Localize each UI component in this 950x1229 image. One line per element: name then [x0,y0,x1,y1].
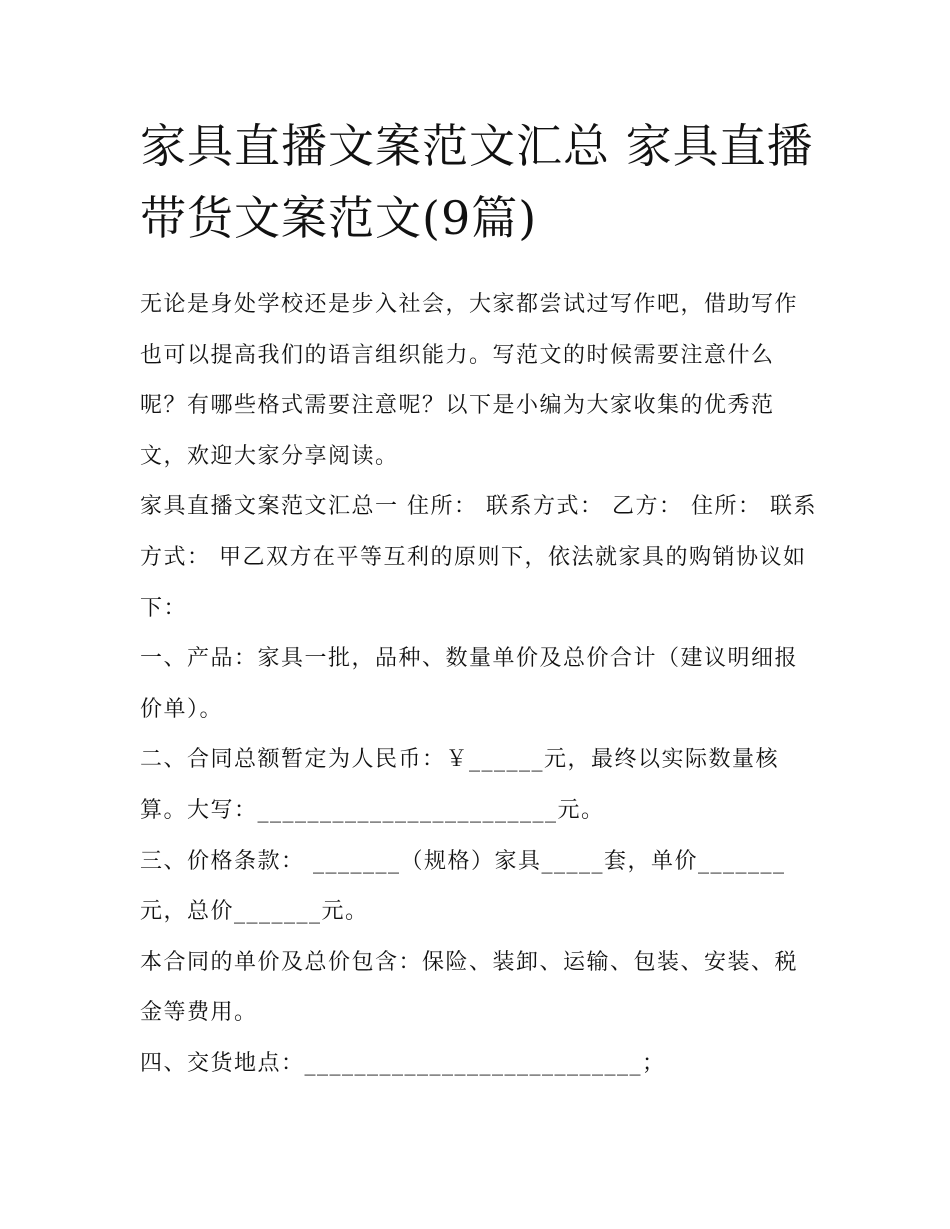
parties-paragraph: 家具直播文案范文汇总一 住所： 联系方式： 乙方： 住所： 联系方式： 甲乙双方在平等互利的原则下，依法就家具的购销协议如下： [140,494,817,621]
intro-paragraph: 无论是身处学校还是步入社会，大家都尝试过写作吧，借助写作也可以提高我们的语言组织能力。写范文的时候需要注意什么呢？有哪些格式需要注意呢？以下是小编为大家收集的优秀范文，欢迎大家分享阅读。 [140,292,799,469]
document-page [140,110,820,1090]
price-inclusion-paragraph: 本合同的单价及总价包含：保险、装卸、运输、包装、安装、税金等费用。 [140,949,799,1026]
document-title: 家具直播文案范文汇总 家具直播带货文案范文(9篇) [140,119,814,245]
clause-delivery-location: 四、交货地点：___________________________； [140,1050,666,1076]
document-body [140,280,820,1090]
clause-product: 一、产品：家具一批，品种、数量单价及总价合计（建议明细报价单）。 [140,646,799,722]
clause-contract-amount: 二、合同总额暂定为人民币：￥______元，最终以实际数量核算。大写：________________________元。 [140,747,780,823]
clause-price-terms: 三、价格条款： _______（规格）家具_____套，单价_______元，总价_______元。 [140,848,786,925]
